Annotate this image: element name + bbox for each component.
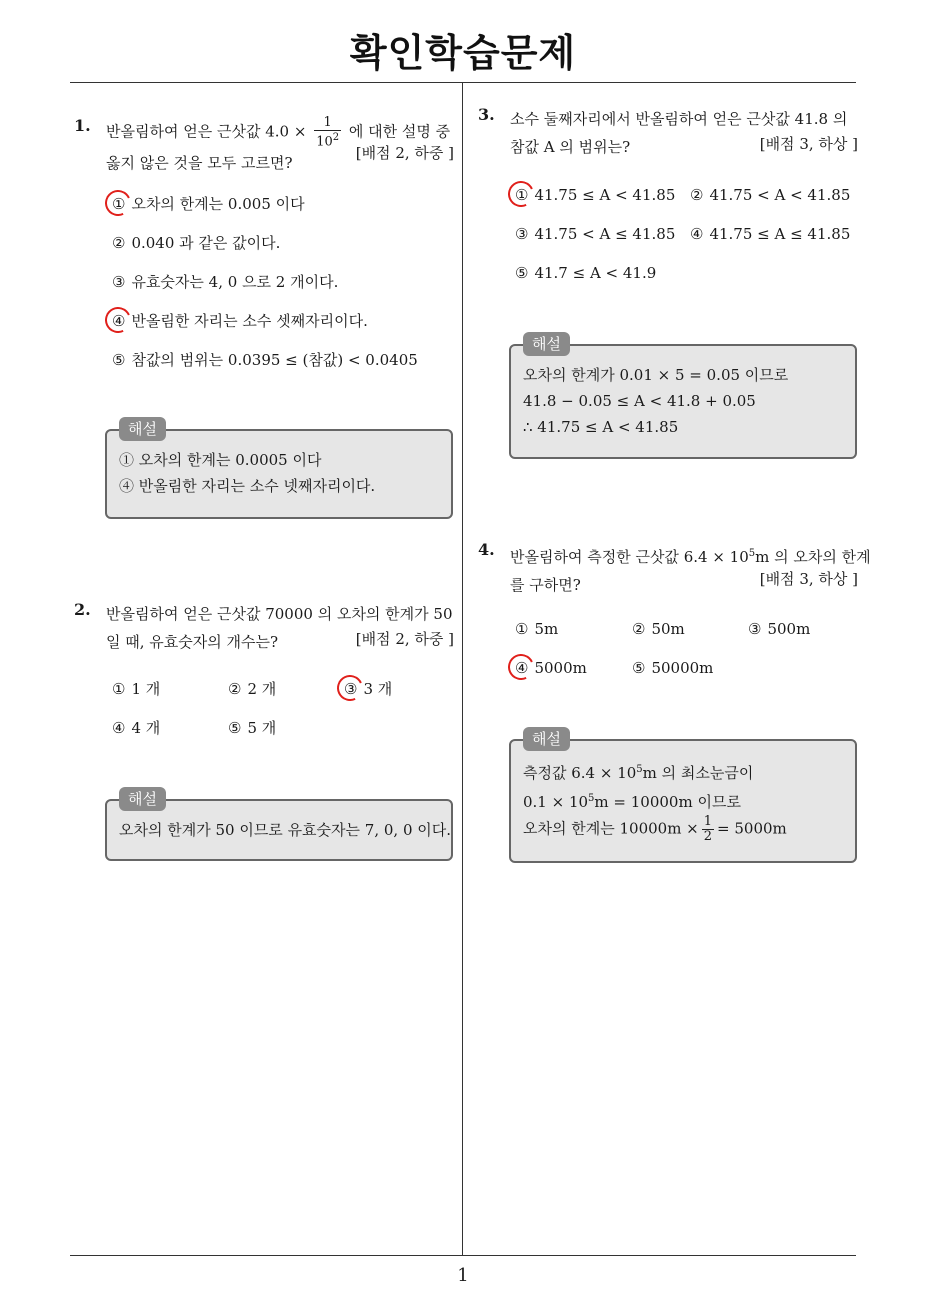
option-text: 500m [767, 620, 811, 638]
fraction-numerator: 1 [323, 115, 332, 130]
question-text-part: 반올림하여 얻은 근삿값 4.0 × [106, 122, 307, 141]
explanation-box [105, 420, 453, 519]
option-number: ② [228, 680, 242, 698]
question-text-part: 반올림하여 측정한 근삿값 6.4 × 10 [510, 548, 749, 566]
explanation-text-part: m 의 최소눈금이 [642, 764, 754, 782]
explanation-label: 해설 [523, 332, 570, 356]
question-text-part: m 의 오차의 한계 [755, 548, 871, 566]
option-text: 참값의 범위는 0.0395 ≤ (참값) < 0.0405 [131, 351, 418, 369]
option-number: ④ [112, 719, 126, 737]
explanation-label: 해설 [119, 787, 166, 811]
option-5[interactable] [228, 717, 276, 738]
explanation-line: ∴ 41.75 ≤ A < 41.85 [523, 418, 679, 436]
option-3[interactable] [112, 271, 338, 292]
bottom-rule [70, 1255, 856, 1256]
question-line-1: 소수 둘째자리에서 반올림하여 얻은 근삿값 41.8 의 [510, 110, 848, 128]
option-number: ③ [515, 225, 529, 243]
explanation-label: 해설 [119, 417, 166, 441]
fraction-numerator: 1 [703, 814, 713, 829]
question-line-1 [510, 540, 871, 571]
option-text: 5 개 [247, 719, 277, 737]
explanation-text [119, 817, 451, 843]
power-exponent: 5 [636, 764, 643, 775]
fraction-denominator [314, 130, 341, 149]
fraction [702, 815, 714, 844]
option-text: 1 개 [131, 680, 161, 698]
question-line-1: 반올림하여 얻은 근삿값 70000 의 오차의 한계가 50 [106, 605, 453, 623]
page-number: 1 [457, 1265, 469, 1286]
option-4[interactable] [112, 717, 160, 738]
option-number: ⑤ [228, 719, 242, 737]
explanation-line [523, 815, 787, 844]
answer-circle-mark [101, 186, 134, 219]
explanation-line: ① 오차의 한계는 0.0005 이다 [119, 451, 322, 469]
option-2[interactable] [228, 678, 276, 699]
option-2[interactable] [632, 620, 685, 638]
option-5[interactable] [632, 659, 713, 677]
option-number: ④ [690, 225, 704, 243]
answer-circle-mark [504, 650, 537, 683]
option-text: 오차의 한계는 0.005 이다 [131, 195, 305, 213]
option-number [344, 680, 357, 698]
explanation-text [523, 757, 787, 844]
question-2 [74, 600, 454, 660]
question-number: 3. [478, 105, 495, 124]
option-number: ⑤ [515, 264, 529, 282]
explanation-box [509, 730, 857, 863]
explanation-line: 오차의 한계가 50 이므로 유효숫자는 7, 0, 0 이다. [119, 821, 452, 839]
option-number: ② [112, 234, 126, 252]
option-1[interactable] [112, 678, 160, 699]
explanation-line [523, 786, 787, 815]
explanation-text-part: 오차의 한계는 10000m × [523, 819, 699, 838]
question-3 [478, 105, 858, 165]
option-5[interactable] [112, 349, 418, 370]
explanation-text [523, 362, 788, 440]
option-text: 41.75 < A < 41.85 [709, 186, 851, 204]
option-text: 유효숫자는 4, 0 으로 2 개이다. [131, 273, 339, 291]
option-number: ⑤ [112, 351, 126, 369]
option-number-glyph: ③ [344, 680, 358, 698]
answer-circle-mark [333, 671, 366, 704]
option-text: 5000m [534, 659, 587, 677]
option-number: ③ [748, 620, 762, 638]
option-1[interactable] [112, 193, 305, 214]
question-meta: [배점 2, 하중 ] [355, 144, 454, 162]
explanation-text-part: m = 10000m 이므로 [594, 793, 741, 811]
page-title: 확인학습문제 [349, 31, 577, 75]
option-text: 41.75 < A ≤ 41.85 [534, 225, 676, 243]
explanation-text [119, 447, 375, 499]
option-number [112, 195, 125, 213]
answer-circle-mark [101, 303, 134, 336]
question-text-part: 에 대한 설명 중 [348, 122, 451, 141]
question-meta: [배점 3, 하상 ] [759, 570, 858, 588]
question-meta: [배점 2, 하중 ] [355, 630, 454, 648]
power-exponent: 5 [588, 793, 595, 804]
option-number: ① [515, 620, 529, 638]
question-meta: [배점 3, 하상 ] [759, 135, 858, 153]
option-number: ① [112, 680, 126, 698]
option-text: 50000m [651, 659, 714, 677]
option-text: 반올림한 자리는 소수 셋째자리이다. [131, 312, 368, 330]
column-divider [462, 82, 463, 1255]
question-line-2: 옳지 않은 것을 모두 고르면? [106, 154, 293, 173]
option-text: 3 개 [363, 680, 393, 698]
option-number-glyph: ① [515, 186, 529, 204]
option-text: 5m [534, 620, 559, 638]
question-4 [478, 540, 871, 600]
explanation-text-part: 측정값 6.4 × 10 [523, 764, 637, 782]
explanation-line: 41.8 − 0.05 ≤ A < 41.8 + 0.05 [523, 392, 756, 410]
option-number-glyph: ① [112, 195, 126, 213]
power-exponent: 2 [332, 132, 340, 143]
option-text: 41.75 ≤ A < 41.85 [534, 186, 676, 204]
option-number: ⑤ [632, 659, 646, 677]
option-number [515, 659, 528, 677]
option-3[interactable] [748, 620, 810, 638]
option-text: 41.7 ≤ A < 41.9 [534, 264, 657, 282]
option-number-glyph: ④ [112, 312, 126, 330]
explanation-text-part: 0.1 × 10 [523, 793, 589, 811]
fraction-denominator: 2 [703, 829, 713, 844]
explanation-box [509, 335, 857, 459]
option-1[interactable] [515, 186, 675, 204]
option-4[interactable] [690, 225, 850, 243]
power-exponent: 5 [748, 548, 756, 559]
option-2[interactable] [112, 232, 280, 253]
option-number: ③ [112, 273, 126, 291]
option-5[interactable] [515, 264, 656, 282]
explanation-box [105, 790, 453, 861]
option-2[interactable] [690, 186, 850, 204]
option-number: ② [632, 620, 646, 638]
power-base: 10 [316, 134, 333, 150]
option-4[interactable] [515, 659, 587, 677]
option-text: 50m [651, 620, 685, 638]
question-line-2: 일 때, 유효숫자의 개수는? [106, 633, 279, 651]
explanation-line [523, 757, 787, 786]
top-rule [70, 82, 856, 83]
option-1[interactable] [515, 620, 558, 638]
explanation-line: 오차의 한계가 0.01 × 5 = 0.05 이므로 [523, 366, 789, 384]
option-number [112, 312, 125, 330]
question-number: 4. [478, 540, 495, 559]
option-3[interactable] [515, 225, 675, 243]
explanation-label: 해설 [523, 727, 570, 751]
option-text: 2 개 [247, 680, 277, 698]
question-line-2: 참값 A 의 범위는? [510, 138, 631, 156]
option-number-glyph: ④ [515, 659, 529, 677]
question-1 [74, 116, 454, 176]
explanation-line: ④ 반올림한 자리는 소수 넷째자리이다. [119, 477, 376, 495]
option-number: ② [690, 186, 704, 204]
option-text: 0.040 과 같은 값이다. [131, 234, 281, 252]
option-text: 4 개 [131, 719, 161, 737]
option-3[interactable] [344, 678, 392, 699]
question-line-2: 를 구하면? [510, 576, 581, 594]
question-number: 1. [74, 116, 91, 135]
option-text: 41.75 ≤ A ≤ 41.85 [709, 225, 851, 243]
answer-circle-mark [504, 177, 537, 210]
fraction [314, 116, 341, 149]
explanation-text-part: = 5000m [717, 819, 787, 838]
question-number: 2. [74, 600, 91, 619]
option-number [515, 186, 528, 204]
option-4[interactable] [112, 310, 368, 331]
